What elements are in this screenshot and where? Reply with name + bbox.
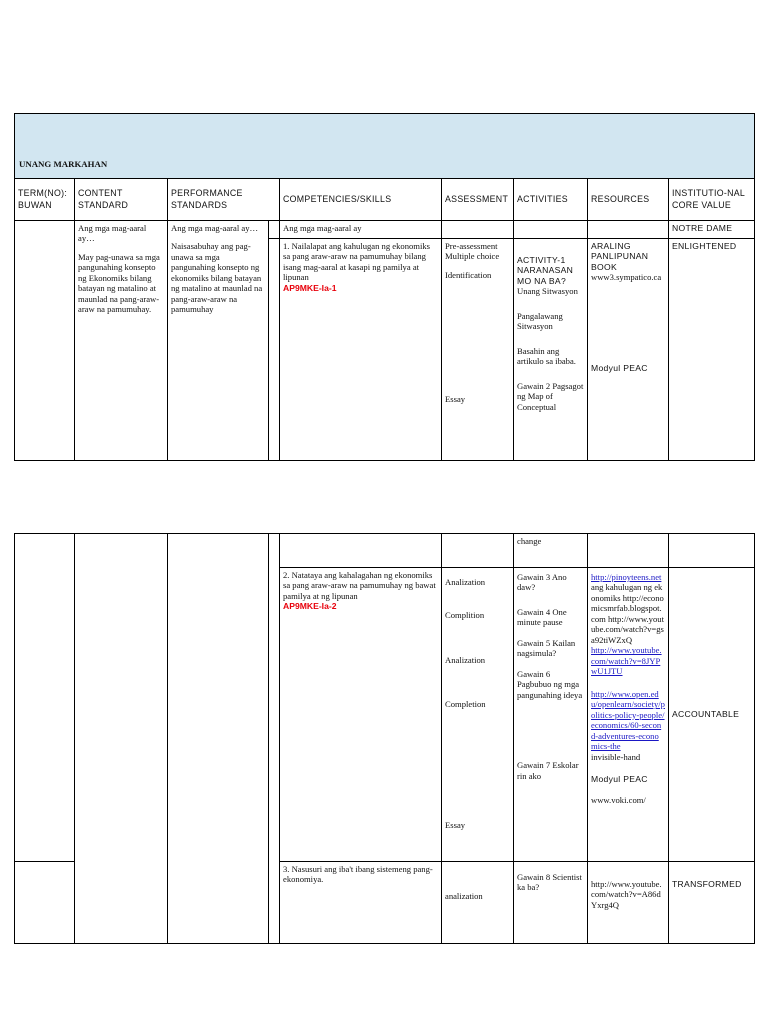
core-value-cell: [669, 862, 755, 944]
resource-text: ang kahulugan ng ekonomiks http://economicsmrfab.blogspot.com http://www.youtube.com/watch?v=gsa92tiWZxQ: [591, 582, 664, 645]
assessment-item: Completion: [445, 699, 486, 710]
content-standard-cell: [75, 221, 168, 461]
activities-cell: [514, 862, 588, 944]
assessment-item: Identification: [445, 269, 492, 280]
resource-item: Modyul PEAC: [591, 362, 648, 373]
header-content-standard: CONTENT STANDARD: [75, 179, 168, 221]
resources-cell: [588, 568, 669, 862]
header-core-value: INSTITUTIO-NAL CORE VALUE: [669, 179, 755, 221]
core-value-text: ACCOUNTABLE: [672, 709, 740, 720]
content-standard-text: May pag-unawa sa mga pangunahing konsepto ng Ekonomiks bilang batayan ng matalino at maunlad na pang-araw-araw na pamumuhay.: [78, 251, 160, 315]
assessment-intro-cell: [442, 221, 514, 239]
resources-cell: [588, 239, 669, 461]
resource-item: www3.sympatico.ca: [591, 272, 662, 283]
activity-item: Pangalawang Sitwasyon: [517, 310, 563, 332]
competency-cont-cell: [280, 534, 442, 568]
assessment-item: Multiple choice: [445, 251, 500, 262]
resource-link[interactable]: http://www.open.edu/openlearn/society/politics-policy-people/economics/60-second-adventures-economics-the: [591, 688, 665, 752]
assessment-item: Pre-assessment: [445, 241, 498, 251]
activity-item: Basahin ang artikulo sa ibaba.: [517, 345, 576, 367]
assessment-cell: [442, 862, 514, 944]
resources-intro-cell: [588, 221, 669, 239]
competency-cell: [280, 568, 442, 862]
resource-item: www.voki.com/: [591, 794, 646, 805]
activities-intro-cell: [514, 221, 588, 239]
core-value-intro: NOTRE DAME: [669, 221, 755, 239]
assessment-item: Essay: [445, 819, 466, 830]
core-value-text: TRANSFORMED: [672, 879, 742, 889]
activity-continuation: change: [514, 534, 588, 568]
assessment-item: analization: [445, 891, 483, 901]
spacer-cell: [269, 221, 280, 239]
header-competencies: COMPETENCIES/SKILLS: [280, 179, 442, 221]
assessment-item: Analization: [445, 654, 486, 665]
performance-standard-cell: [168, 534, 269, 944]
assessment-cell: [442, 239, 514, 461]
resource-item: http://www.youtube.com/watch?v=A86dYxrg4Q: [591, 879, 662, 910]
header-term: TERM(NO): BUWAN: [15, 179, 75, 221]
activity-item: Gawain 6 Pagbubuo ng mga pangunahing ideya: [517, 668, 583, 700]
performance-intro: Ang mga mag-aaral ay…: [171, 223, 259, 233]
assessment-item: Analization: [445, 577, 486, 587]
activity-item: Gawain 7 Eskolar rin ako: [517, 760, 579, 781]
resources-cont-cell: [588, 534, 669, 568]
assessment-cell: [442, 568, 514, 862]
content-standard-cell: [75, 534, 168, 944]
resource-link[interactable]: http://www.youtube.com/watch?v=8JYPwU1JTU: [591, 645, 662, 677]
competency-code: AP9MKE-Ia-1: [283, 282, 337, 293]
performance-standard-cell: [168, 221, 269, 461]
term-cell: [15, 862, 75, 944]
competency-text: 2. Natataya ang kahalagahan ng ekonomiks sa pang araw-araw na pamumuhay ng bawat pamilya at ng lipunan: [283, 570, 436, 601]
core-value-cont-cell: [669, 534, 755, 568]
curriculum-table-2: [14, 533, 755, 944]
activity-item: Gawain 5 Kailan nagsimula?: [517, 637, 576, 659]
intro-row: [15, 221, 755, 239]
header-performance-standards: PERFORMANCE STANDARDS: [168, 179, 280, 221]
continuation-row: [15, 534, 755, 568]
activity-item: Gawain 8 Scientist ka ba?: [517, 872, 582, 893]
resource-text: invisible-hand: [591, 751, 641, 762]
activity-item: Gawain 2 Pagsagot ng Map of Conceptual: [517, 380, 584, 412]
spacer-cell: [269, 239, 280, 461]
assessment-item: Complition: [445, 610, 485, 621]
assessment-item: Essay: [445, 394, 466, 405]
competencies-intro: Ang mga mag-aaral ay: [280, 221, 442, 239]
competency-text: 1. Nailalapat ang kahulugan ng ekonomiks sa pang araw-araw na pamumuhay bilang isang mag-aaral at kasapi ng pamilya at lipunan: [283, 241, 431, 283]
curriculum-table-1: [14, 113, 755, 461]
term-cell: [15, 221, 75, 461]
activity-item: Gawain 4 One minute pause: [517, 606, 567, 628]
core-value-cell: [669, 568, 755, 862]
activity-item: Gawain 3 Ano daw?: [517, 572, 567, 593]
header-assessment: ASSESSMENT: [442, 179, 514, 221]
competency-cell: [280, 239, 442, 461]
header-resources: RESOURCES: [588, 179, 669, 221]
activity-item: ACTIVITY-1 NARANASAN MO NA BA?: [517, 255, 574, 286]
header-activities: ACTIVITIES: [514, 179, 588, 221]
resource-item: Modyul PEAC: [591, 774, 648, 785]
assessment-cont-cell: [442, 534, 514, 568]
term-cell: [15, 534, 75, 862]
core-value-cell: ENLIGHTENED: [669, 239, 755, 461]
performance-standard-text: Naisasabuhay ang pag-unawa sa mga pangunahing konsepto ng ekonomiks bilang batayan ng matalino at maunlad na pang-araw-araw na pamumuhay: [171, 241, 263, 315]
activities-cell: [514, 568, 588, 862]
resources-cell: [588, 862, 669, 944]
activities-cell: [514, 239, 588, 461]
content-intro: Ang mga mag-aaral ay…: [78, 223, 147, 244]
header-row: [15, 179, 755, 221]
quarter-title: UNANG MARKAHAN: [15, 114, 755, 179]
resource-item: ARALING PANLIPUNAN BOOK: [591, 241, 649, 272]
competency-code: AP9MKE-Ia-2: [283, 601, 337, 612]
resource-link[interactable]: http://pinoyteens.net: [591, 572, 662, 582]
activity-item: Unang Sitwasyon: [517, 286, 578, 297]
spacer-cell: [269, 534, 280, 944]
competency-cell: 3. Nasusuri ang iba't ibang sistemeng pang-ekonomiya.: [280, 862, 442, 944]
